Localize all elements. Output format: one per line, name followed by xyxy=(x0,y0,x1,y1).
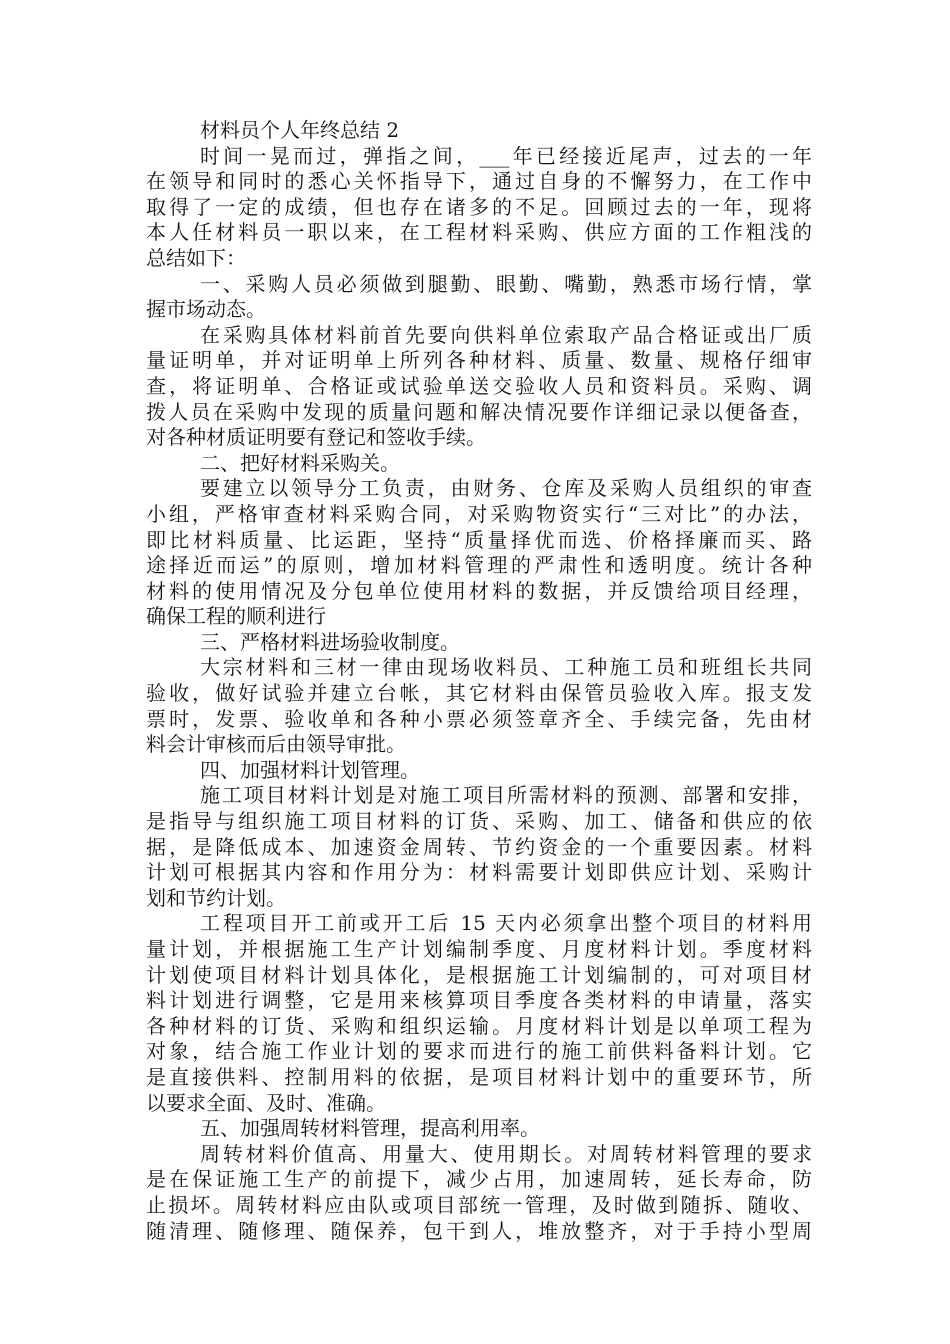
paragraph-line: 工程项目开工前或开工后 15 天内必须拿出整个项目的材料用 xyxy=(200,911,812,936)
paragraph-line: 总结如下： xyxy=(146,245,246,270)
paragraph-line: 是指导与组织施工项目材料的订货、采购、加工、储备和供应的依 xyxy=(146,809,812,834)
paragraph-line: 对各种材质证明要有登记和签收手续。 xyxy=(146,425,486,450)
section-heading: 一、采购人员必须做到腿勤、眼勤、嘴勤，熟悉市场行情，掌 xyxy=(200,271,812,296)
paragraph-line: 时间一晃而过，弹指之间，___年已经接近尾声，过去的一年 xyxy=(200,143,812,168)
paragraph-line: 料会计审核而后由领导审批。 xyxy=(146,732,406,757)
paragraph-line: 大宗材料和三材一律由现场收料员、工种施工员和班组长共同 xyxy=(200,655,812,680)
paragraph-line: 止损坏。周转材料应由队或项目部统一管理，及时做到随拆、随收、 xyxy=(146,1192,812,1217)
paragraph-line: 要建立以领导分工负责，由财务、仓库及采购人员组织的审查 xyxy=(200,476,812,501)
paragraph-line: 以要求全面、及时、准确。 xyxy=(146,1090,386,1115)
paragraph-line: 材料的使用情况及分包单位使用材料的数据，并反馈给项目经理， xyxy=(146,578,812,603)
paragraph-line: 在领导和同时的悉心关怀指导下，通过自身的不懈努力，在工作中 xyxy=(146,169,812,194)
paragraph-line: 量计划，并根据施工生产计划编制季度、月度材料计划。季度材料 xyxy=(146,937,812,961)
paragraph-line: 周转材料价值高、用量大、使用期长。对周转材料管理的要求 xyxy=(200,1141,812,1166)
paragraph-line: 划和节约计划。 xyxy=(146,885,286,910)
paragraph-line: 各种材料的订货、采购和组织运输。月度材料计划是以单项工程为 xyxy=(146,1013,812,1038)
paragraph-line: 施工项目材料计划是对施工项目所需材料的预测、部署和安排， xyxy=(200,783,812,808)
paragraph-line: 计划使项目材料计划具体化，是根据施工计划编制的，可对项目材 xyxy=(146,962,812,987)
paragraph-line: 票时，发票、验收单和各种小票必须签章齐全、手续完备，先由材 xyxy=(146,706,812,731)
paragraph-line: 本人任材料员一职以来，在工程材料采购、供应方面的工作粗浅的 xyxy=(146,220,812,245)
paragraph-line: 拨人员在采购中发现的质量问题和解决情况要作详细记录以便备查， xyxy=(146,399,812,424)
section-heading: 二、把好材料采购关。 xyxy=(200,450,400,475)
paragraph-line: 途择近而运”的原则，增加材料管理的严肃性和透明度。统计各种 xyxy=(146,553,812,578)
paragraph-line: 对象，结合施工作业计划的要求而进行的施工前供料备料计划。它 xyxy=(146,1039,812,1064)
document-body xyxy=(146,118,812,1244)
paragraph-line: 是在保证施工生产的前提下，减少占用，加速周转，延长寿命，防 xyxy=(146,1167,812,1192)
paragraph-line: 在采购具体材料前首先要向供料单位索取产品合格证或出厂质 xyxy=(200,322,812,347)
paragraph-line: 验收，做好试验并建立台帐，其它材料由保管员验收入库。报支发 xyxy=(146,681,812,706)
paragraph-line: 小组，严格审查材料采购合同，对采购物资实行“三对比”的办法， xyxy=(146,501,812,526)
paragraph-line: 查，将证明单、合格证或试验单送交验收人员和资料员。采购、调 xyxy=(146,373,812,398)
paragraph-line: 是直接供料、控制用料的依据，是项目材料计划中的重要环节，所 xyxy=(146,1064,812,1089)
paragraph-line: 即比材料质量、比运距，坚持“质量择优而选、价格择廉而买、路 xyxy=(146,527,812,552)
paragraph-line: 取得了一定的成绩，但也存在诸多的不足。回顾过去的一年，现将 xyxy=(146,194,812,219)
section-heading: 四、加强材料计划管理。 xyxy=(200,757,420,782)
paragraph-line: 料计划进行调整，它是用来核算项目季度各类材料的申请量，落实 xyxy=(146,988,812,1013)
paragraph-line: 计划可根据其内容和作用分为：材料需要计划即供应计划、采购计 xyxy=(146,860,812,885)
paragraph-line: 随清理、随修理、随保养，包干到人，堆放整齐，对于手持小型周 xyxy=(146,1218,812,1243)
section-heading: 握市场动态。 xyxy=(146,297,266,322)
document-title: 材料员个人年终总结 2 xyxy=(200,118,400,142)
paragraph-line: 确保工程的顺利进行 xyxy=(146,604,326,629)
paragraph-line: 据，是降低成本、加速资金周转、节约资金的一个重要因素。材料 xyxy=(146,834,812,859)
section-heading: 五、加强周转材料管理，提高利用率。 xyxy=(200,1116,540,1141)
section-heading: 三、严格材料进场验收制度。 xyxy=(200,629,460,654)
paragraph-line: 量证明单，并对证明单上所列各种材料、质量、数量、规格仔细审 xyxy=(146,348,812,373)
